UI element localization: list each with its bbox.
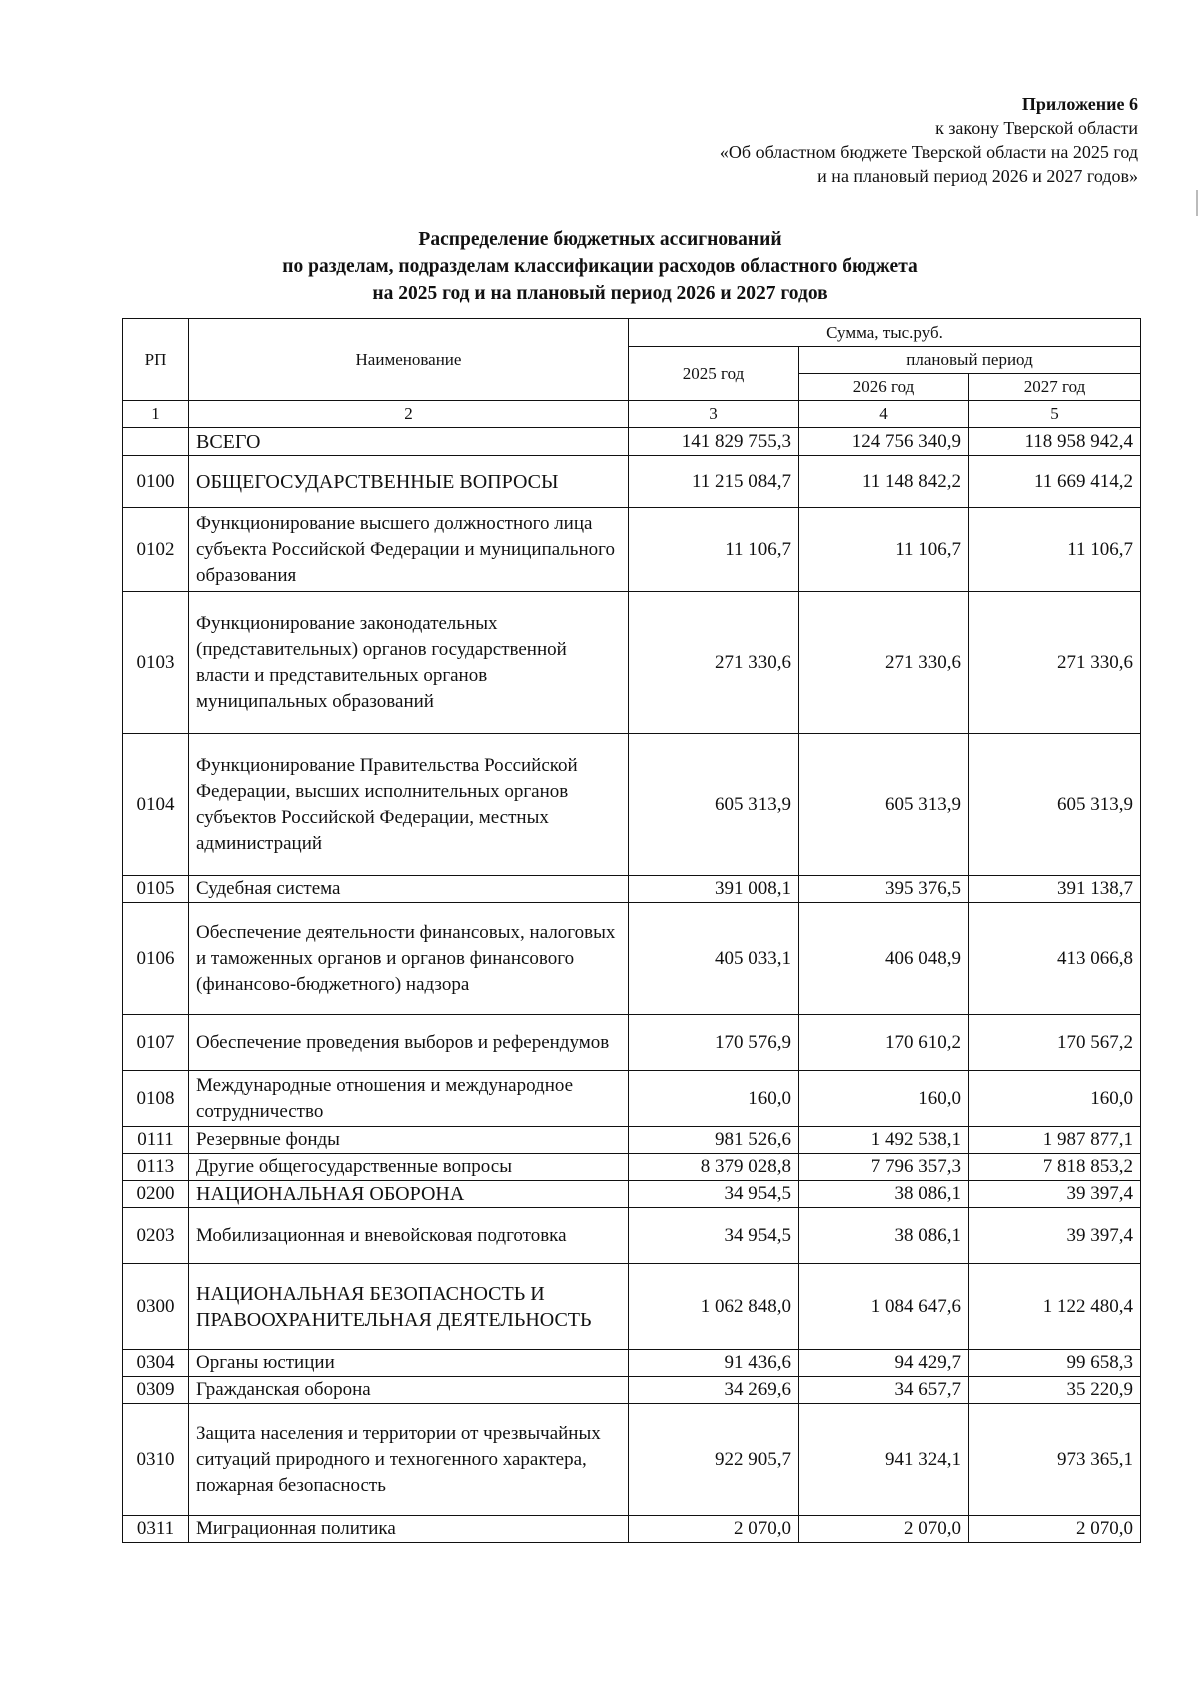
row-value-2025: 11 106,7 (629, 508, 799, 592)
row-name: Обеспечение деятельности финансовых, налоговых и таможенных органов и органов финансового (финансово-бюджетного) надзора (189, 903, 629, 1015)
row-code: 0107 (123, 1015, 189, 1071)
row-value-2027: 605 313,9 (969, 734, 1141, 876)
col-number: 1 (123, 401, 189, 428)
column-number-row (123, 401, 1141, 428)
total-2026: 124 756 340,9 (799, 428, 969, 456)
row-value-2025: 34 269,6 (629, 1377, 799, 1404)
row-value-2025: 34 954,5 (629, 1208, 799, 1264)
table-row (123, 1377, 1141, 1404)
table-row (123, 1071, 1141, 1127)
row-value-2026: 11 106,7 (799, 508, 969, 592)
table-row (123, 1208, 1141, 1264)
row-value-2025: 981 526,6 (629, 1127, 799, 1154)
row-value-2027: 391 138,7 (969, 876, 1141, 903)
row-value-2025: 271 330,6 (629, 592, 799, 734)
row-value-2025: 605 313,9 (629, 734, 799, 876)
row-code: 0100 (123, 456, 189, 508)
appendix-line-2: «Об областном бюджете Тверской области на 2025 год (719, 142, 1138, 162)
row-code: 0102 (123, 508, 189, 592)
row-code: 0104 (123, 734, 189, 876)
table-row (123, 1015, 1141, 1071)
row-value-2027: 413 066,8 (969, 903, 1141, 1015)
row-value-2026: 1 084 647,6 (799, 1264, 969, 1350)
row-value-2025: 11 215 084,7 (629, 456, 799, 508)
row-value-2027: 973 365,1 (969, 1404, 1141, 1516)
row-name: Обеспечение проведения выборов и референдумов (189, 1015, 629, 1071)
row-code: 0300 (123, 1264, 189, 1350)
table-row (123, 903, 1141, 1015)
row-value-2025: 160,0 (629, 1071, 799, 1127)
row-value-2025: 1 062 848,0 (629, 1264, 799, 1350)
header-row-1 (123, 319, 1141, 347)
row-value-2027: 160,0 (969, 1071, 1141, 1127)
row-value-2025: 91 436,6 (629, 1350, 799, 1377)
row-value-2025: 34 954,5 (629, 1181, 799, 1208)
row-value-2026: 406 048,9 (799, 903, 969, 1015)
row-value-2025: 922 905,7 (629, 1404, 799, 1516)
row-value-2025: 405 033,1 (629, 903, 799, 1015)
row-value-2025: 391 008,1 (629, 876, 799, 903)
table-row (123, 1264, 1141, 1350)
row-value-2026: 11 148 842,2 (799, 456, 969, 508)
table-row (123, 592, 1141, 734)
row-code: 0309 (123, 1377, 189, 1404)
header-planned: плановый период (799, 347, 1141, 374)
row-value-2025: 170 576,9 (629, 1015, 799, 1071)
appendix-line-3: и на плановый период 2026 и 2027 годов» (817, 166, 1138, 186)
col-number: 5 (969, 401, 1141, 428)
appendix-title: Приложение 6 (1021, 94, 1138, 114)
row-value-2027: 7 818 853,2 (969, 1154, 1141, 1181)
col-number: 4 (799, 401, 969, 428)
row-value-2025: 2 070,0 (629, 1516, 799, 1543)
row-code: 0111 (123, 1127, 189, 1154)
row-name: Международные отношения и международное сотрудничество (189, 1071, 629, 1127)
appendix-header (720, 92, 1138, 188)
total-code (123, 428, 189, 456)
row-value-2025: 8 379 028,8 (629, 1154, 799, 1181)
header-2027: 2027 год (969, 374, 1141, 401)
row-value-2026: 170 610,2 (799, 1015, 969, 1071)
header-2026: 2026 год (799, 374, 969, 401)
table-row (123, 456, 1141, 508)
row-name: Мобилизационная и вневойсковая подготовка (189, 1208, 629, 1264)
row-name: Функционирование высшего должностного лица субъекта Российской Федерации и муниципального образования (189, 508, 629, 592)
row-code: 0200 (123, 1181, 189, 1208)
row-value-2027: 1 122 480,4 (969, 1264, 1141, 1350)
table-row (123, 734, 1141, 876)
row-value-2026: 38 086,1 (799, 1208, 969, 1264)
header-2025: 2025 год (629, 347, 799, 401)
row-code: 0203 (123, 1208, 189, 1264)
row-name: Другие общегосударственные вопросы (189, 1154, 629, 1181)
row-name: Функционирование Правительства Российской Федерации, высших исполнительных органов субъектов Российской Федерации, местных администраций (189, 734, 629, 876)
row-value-2026: 605 313,9 (799, 734, 969, 876)
row-value-2027: 99 658,3 (969, 1350, 1141, 1377)
title-line-3: на 2025 год и на плановый период 2026 и 2027 годов (372, 283, 828, 304)
row-value-2027: 170 567,2 (969, 1015, 1141, 1071)
total-2027: 118 958 942,4 (969, 428, 1141, 456)
table-row (123, 508, 1141, 592)
row-name: Судебная система (189, 876, 629, 903)
row-value-2027: 271 330,6 (969, 592, 1141, 734)
table-row (123, 1516, 1141, 1543)
row-value-2026: 38 086,1 (799, 1181, 969, 1208)
table-row (123, 1404, 1141, 1516)
row-code: 0103 (123, 592, 189, 734)
header-name: Наименование (189, 319, 629, 401)
row-value-2026: 1 492 538,1 (799, 1127, 969, 1154)
row-name: Гражданская оборона (189, 1377, 629, 1404)
row-name: Защита населения и территории от чрезвычайных ситуаций природного и техногенного характера, пожарная безопасность (189, 1404, 629, 1516)
row-name: Функционирование законодательных (представительных) органов государственной власти и представительных органов муниципальных образований (189, 592, 629, 734)
header-sum: Сумма, тыс.руб. (629, 319, 1141, 347)
table-row (123, 876, 1141, 903)
row-value-2027: 39 397,4 (969, 1208, 1141, 1264)
col-number: 3 (629, 401, 799, 428)
row-code: 0113 (123, 1154, 189, 1181)
budget-table (122, 318, 1141, 1543)
row-value-2026: 2 070,0 (799, 1516, 969, 1543)
appendix-line-1: к закону Тверской области (935, 118, 1138, 138)
row-value-2027: 11 106,7 (969, 508, 1141, 592)
document-title (0, 226, 1200, 307)
row-value-2026: 34 657,7 (799, 1377, 969, 1404)
row-code: 0106 (123, 903, 189, 1015)
row-value-2026: 395 376,5 (799, 876, 969, 903)
title-line-2: по разделам, подразделам классификации расходов областного бюджета (282, 256, 918, 277)
row-code: 0304 (123, 1350, 189, 1377)
row-code: 0310 (123, 1404, 189, 1516)
row-code: 0311 (123, 1516, 189, 1543)
row-value-2026: 94 429,7 (799, 1350, 969, 1377)
row-value-2027: 39 397,4 (969, 1181, 1141, 1208)
row-value-2026: 271 330,6 (799, 592, 969, 734)
row-name: Миграционная политика (189, 1516, 629, 1543)
total-row (123, 428, 1141, 456)
row-value-2026: 7 796 357,3 (799, 1154, 969, 1181)
row-name: НАЦИОНАЛЬНАЯ ОБОРОНА (189, 1181, 629, 1208)
table-row (123, 1127, 1141, 1154)
title-line-1: Распределение бюджетных ассигнований (418, 229, 782, 250)
row-name: Резервные фонды (189, 1127, 629, 1154)
header-rp: РП (123, 319, 189, 401)
margin-mark (1196, 190, 1198, 216)
table-row (123, 1154, 1141, 1181)
col-number: 2 (189, 401, 629, 428)
row-value-2027: 1 987 877,1 (969, 1127, 1141, 1154)
total-2025: 141 829 755,3 (629, 428, 799, 456)
row-value-2027: 11 669 414,2 (969, 456, 1141, 508)
row-value-2026: 941 324,1 (799, 1404, 969, 1516)
row-name: ОБЩЕГОСУДАРСТВЕННЫЕ ВОПРОСЫ (189, 456, 629, 508)
row-name: НАЦИОНАЛЬНАЯ БЕЗОПАСНОСТЬ И ПРАВООХРАНИТЕЛЬНАЯ ДЕЯТЕЛЬНОСТЬ (189, 1264, 629, 1350)
row-value-2027: 35 220,9 (969, 1377, 1141, 1404)
table-row (123, 1350, 1141, 1377)
total-label: ВСЕГО (189, 428, 629, 456)
row-value-2026: 160,0 (799, 1071, 969, 1127)
row-value-2027: 2 070,0 (969, 1516, 1141, 1543)
row-code: 0108 (123, 1071, 189, 1127)
table-row (123, 1181, 1141, 1208)
row-code: 0105 (123, 876, 189, 903)
row-name: Органы юстиции (189, 1350, 629, 1377)
